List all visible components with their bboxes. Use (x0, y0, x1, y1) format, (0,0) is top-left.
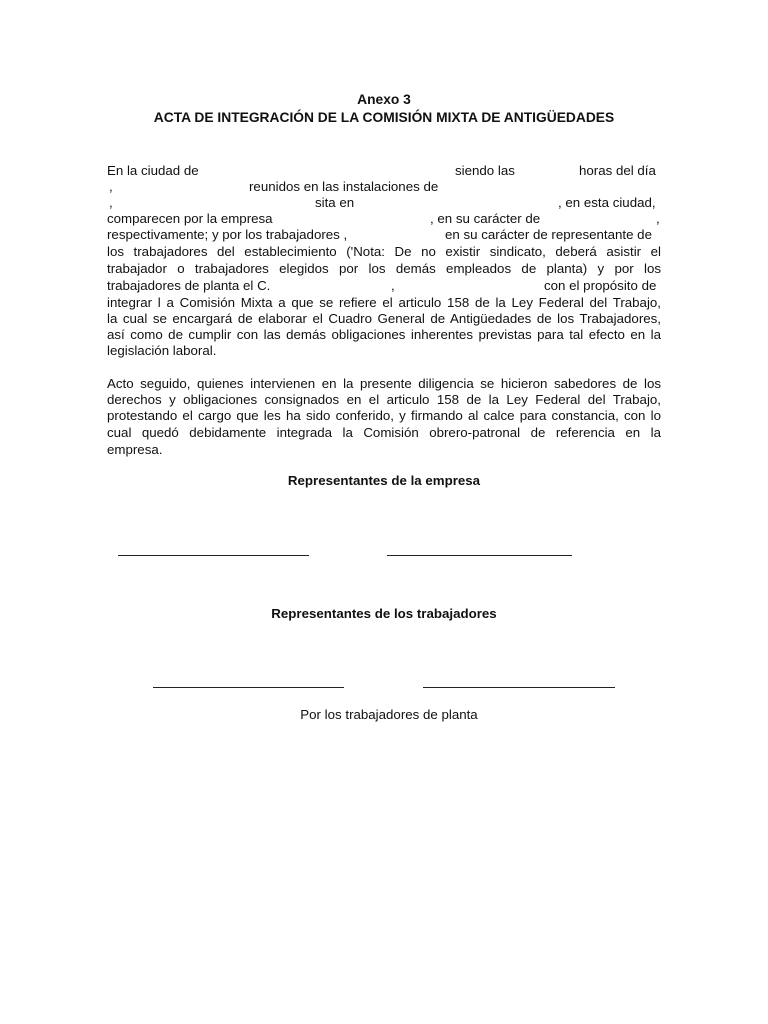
p1-line3-a: , (109, 195, 113, 210)
p2-line4: cual quedó debidamente integrada la Comisión obrero-patronal de referencia en la (107, 425, 661, 440)
p1-line5-a: respectivamente; y por los trabajadores , (107, 227, 348, 242)
p1-line2-b: reunidos en las instalaciones de (249, 179, 439, 194)
p1-line1-c: horas del día (579, 163, 656, 178)
p1-line10: la cual se encargará de elaborar el Cuadro General de Antigüedades de los Trabajadores, (107, 311, 661, 326)
p1-line9: integrar l a Comisión Mixta a que se refiere el articulo 158 de la Ley Federal del Trabajo, (107, 295, 661, 310)
p1-line7: trabajador o trabajadores elegidos por los demás empleados de planta) y por los (107, 261, 661, 276)
document-title: ACTA DE INTEGRACIÓN DE LA COMISIÓN MIXTA DE ANTIGÜEDADES (153, 110, 615, 125)
p1-line6: los trabajadores del establecimiento ('Nota: De no existir sindicato, deberá asistir el (107, 244, 661, 259)
annex-label: Anexo 3 (357, 92, 411, 107)
p1-line1-a: En la ciudad de (107, 163, 199, 178)
p1-line11: así como de cumplir con las demás obligaciones inherentes previstas para tal efecto en la (107, 327, 661, 342)
p1-line2-a: , (109, 179, 113, 194)
p1-line5-b: en su carácter de representante de (445, 227, 652, 242)
p1-line8-c: con el propósito de (544, 278, 657, 293)
p1-line1-b: siendo las (455, 163, 515, 178)
p1-line12: legislación laboral. (107, 343, 217, 358)
p2-line2: derechos y obligaciones consignados en el articulo 158 de la Ley Federal del Trabajo, (107, 392, 661, 407)
p2-line3: protestando el cargo que les ha sido conferido, y firmando al calce para constancia, con lo (107, 408, 661, 423)
p1-line8-b: , (391, 278, 395, 293)
plant-workers-caption: Por los trabajadores de planta (300, 707, 478, 722)
p2-line5: empresa. (107, 442, 163, 457)
p1-line4-c: , (656, 211, 660, 226)
company-signature-line-2 (387, 555, 572, 556)
company-signature-line-1 (118, 555, 309, 556)
worker-reps-heading: Representantes de los trabajadores (271, 606, 497, 621)
p1-line4-a: comparecen por la empresa (107, 211, 273, 226)
company-reps-heading: Representantes de la empresa (287, 473, 481, 488)
p1-line8-a: trabajadores de planta el C. (107, 278, 271, 293)
worker-signature-line-1 (153, 687, 344, 688)
p1-line4-b: , en su carácter de (430, 211, 541, 226)
p1-line3-c: , en esta ciudad, (558, 195, 656, 210)
p1-line3-b: sita en (315, 195, 355, 210)
worker-signature-line-2 (423, 687, 615, 688)
p2-line1: Acto seguido, quienes intervienen en la presente diligencia se hicieron sabedores de los (107, 376, 661, 391)
